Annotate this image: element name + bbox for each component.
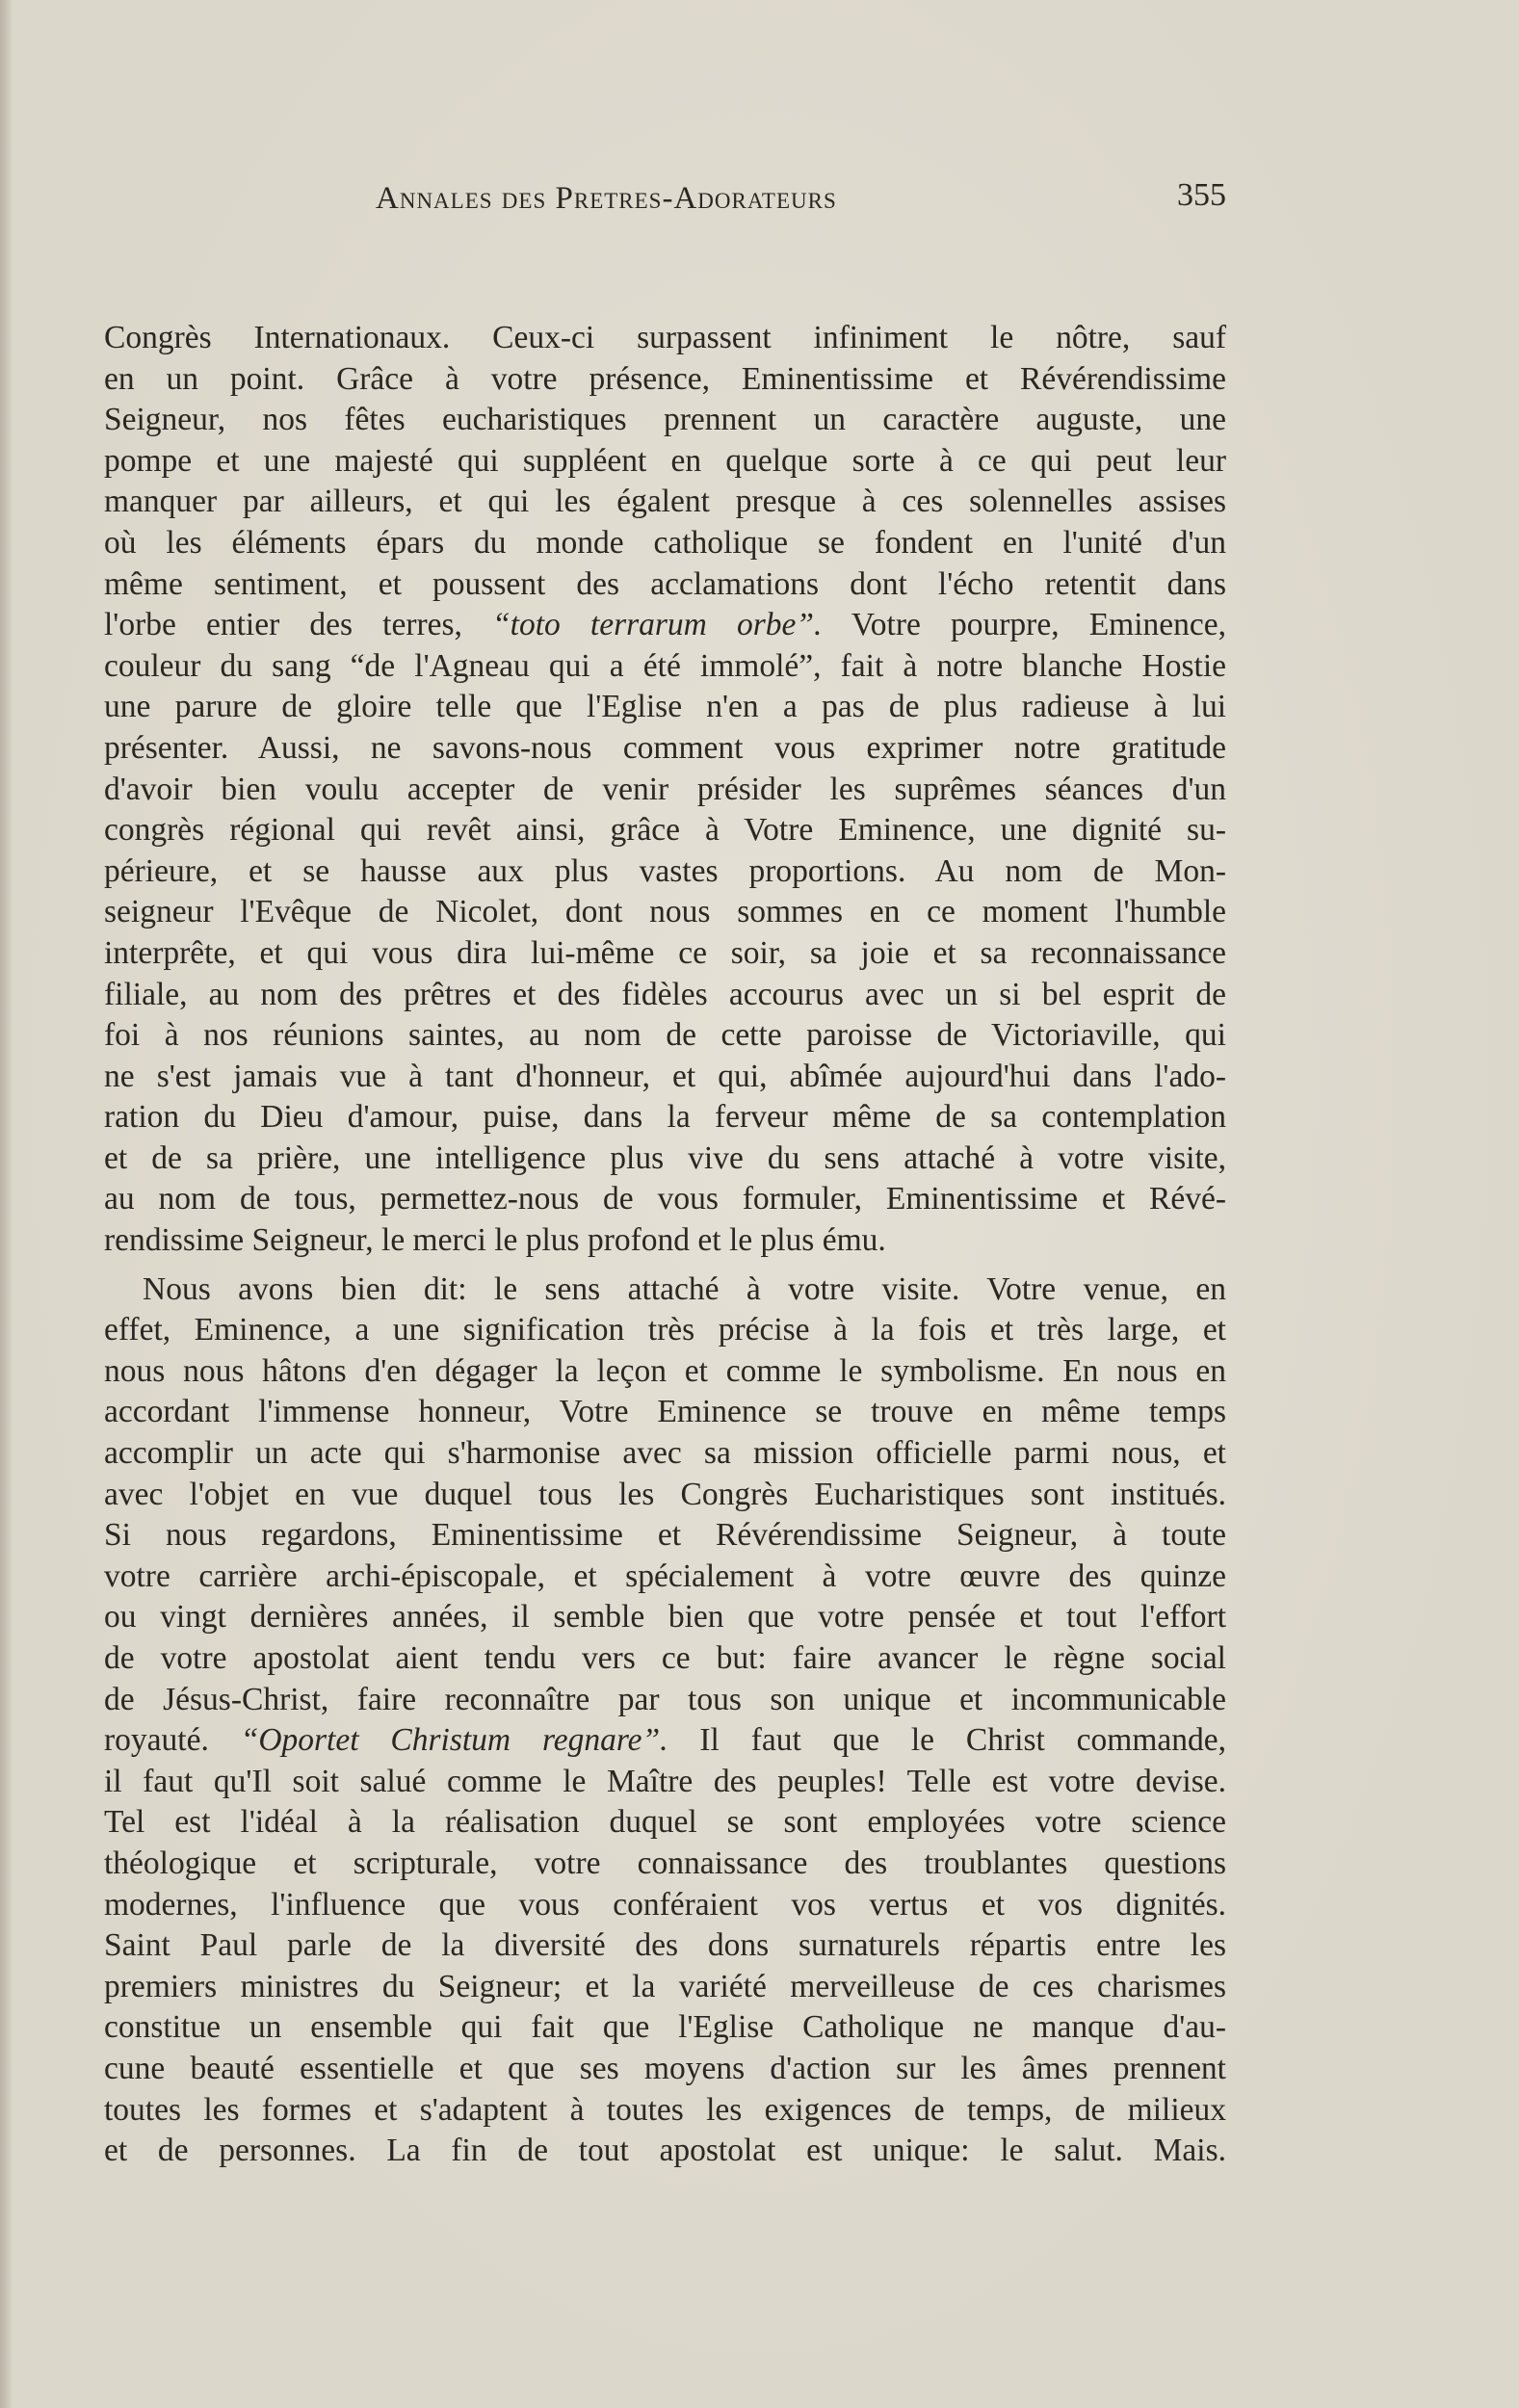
page-binding-edge — [0, 0, 13, 2408]
text-line: Congrès Internationaux. Ceux-ci surpassent infiniment le nôtre, sauf — [104, 320, 1226, 355]
text-line: Nous avons bien dit: le sens attaché à votre visite. Votre venue, en — [143, 1270, 1226, 1307]
text-line: interprête, et qui vous dira lui-même ce soir, sa joie et sa reconnaissance — [104, 934, 1226, 971]
text-line-with-quote — [104, 1720, 1226, 1762]
text-line: ne s'est jamais vue à tant d'honneur, et qui, abîmée aujourd'hui dans l'ado- — [104, 1058, 1226, 1094]
text-line: même sentiment, et poussent des acclamations dont l'écho retentit dans — [104, 565, 1226, 602]
text-segment: royauté. — [104, 1722, 241, 1759]
text-line: pompe et une majesté qui suppléent en quelque sorte à ce qui peut leur — [104, 442, 1226, 479]
text-line: constitue un ensemble qui fait que l'Eglise Catholique ne manque d'au- — [104, 2009, 1226, 2046]
text-line: manquer par ailleurs, et qui les égalent presque à ces solennelles assises — [104, 484, 1226, 520]
text-line: filiale, au nom des prêtres et des fidèles accourus avec un si bel esprit de — [104, 976, 1226, 1012]
text-line: rendissime Seigneur, le merci le plus profond et le plus ému. — [104, 1222, 886, 1259]
text-segment: l'orbe entier des terres, — [104, 607, 493, 643]
text-line: congrès régional qui revêt ainsi, grâce à Votre Eminence, une dignité su- — [104, 812, 1226, 849]
text-line: théologique et scripturale, votre connaissance des troublantes questions — [104, 1845, 1226, 1881]
text-line: Tel est l'idéal à la réalisation duquel se sont employées votre science — [104, 1804, 1226, 1841]
text-line: Si nous regardons, Eminentissime et Révérendissime Seigneur, à toute — [104, 1517, 1226, 1554]
page-number: 355 — [1177, 177, 1226, 213]
text-line: de Jésus-Christ, faire reconnaître par tous son unique et incommunicable — [104, 1681, 1226, 1717]
text-line: une parure de gloire telle que l'Eglise n'en a pas de plus radieuse à lui — [104, 689, 1226, 725]
text-line: et de personnes. La fin de tout apostolat est unique: le salut. Mais. — [104, 2133, 1226, 2169]
text-line: accomplir un acte qui s'harmonise avec sa mission officielle parmi nous, et — [104, 1435, 1226, 1472]
text-line: couleur du sang “de l'Agneau qui a été immolé”, fait à notre blanche Hostie — [104, 647, 1226, 684]
running-head — [104, 177, 1226, 220]
latin-quote: “Oportet Christum regnare”. — [240, 1722, 668, 1759]
text-line: foi à nos réunions saintes, au nom de cette paroisse de Victoriaville, qui — [104, 1017, 1226, 1054]
running-title: Annales des Pretres-Adorateurs — [376, 181, 837, 216]
text-line-with-quote — [104, 605, 1226, 646]
text-segment: Il faut que le Christ commande, — [668, 1722, 1226, 1759]
paragraph-2 — [104, 1269, 1226, 2172]
paragraph-1 — [104, 318, 1226, 1262]
text-line: au nom de tous, permettez-nous de vous formuler, Eminentissime et Révé- — [104, 1181, 1226, 1217]
text-line: votre carrière archi-épiscopale, et spécialement à votre œuvre des quinze — [104, 1557, 1226, 1594]
text-line: effet, Eminence, a une signification très précise à la fois et très large, et — [104, 1312, 1226, 1348]
body-text — [104, 318, 1226, 2172]
text-line: seigneur l'Evêque de Nicolet, dont nous sommes en ce moment l'humble — [104, 894, 1226, 930]
text-line: modernes, l'influence que vous conféraient vos vertus et vos dignités. — [104, 1886, 1226, 1923]
text-line: de votre apostolat aient tendu vers ce but: faire avancer le règne social — [104, 1640, 1226, 1676]
text-line: et de sa prière, une intelligence plus vive du sens attaché à votre visite, — [104, 1139, 1226, 1176]
text-line: en un point. Grâce à votre présence, Eminentissime et Révérendissime — [104, 360, 1226, 397]
text-line: avec l'objet en vue duquel tous les Congrès Eucharistiques sont institués. — [104, 1476, 1226, 1512]
text-line: il faut qu'Il soit salué comme le Maître des peuples! Telle est votre devise. — [104, 1763, 1226, 1799]
text-line: nous nous hâtons d'en dégager la leçon et comme le symbolisme. En nous en — [104, 1352, 1226, 1389]
text-line: ou vingt dernières années, il semble bien que votre pensée et tout l'effort — [104, 1599, 1226, 1636]
text-line: cune beauté essentielle et que ses moyens d'action sur les âmes prennent — [104, 2050, 1226, 2086]
text-line: accordant l'immense honneur, Votre Eminence se trouve en même temps — [104, 1394, 1226, 1430]
text-line: où les éléments épars du monde catholique se fondent en l'unité d'un — [104, 524, 1226, 561]
text-line: ration du Dieu d'amour, puise, dans la ferveur même de sa contemplation — [104, 1099, 1226, 1136]
text-line: d'avoir bien voulu accepter de venir présider les suprêmes séances d'un — [104, 771, 1226, 807]
text-line: toutes les formes et s'adaptent à toutes les exigences de temps, de milieux — [104, 2091, 1226, 2128]
text-segment: Votre pourpre, Eminence, — [822, 607, 1226, 643]
text-line: présenter. Aussi, ne savons-nous comment vous exprimer notre gratitude — [104, 729, 1226, 766]
latin-quote: “toto terrarum orbe”. — [492, 607, 823, 643]
text-line: périeure, et se hausse aux plus vastes proportions. Au nom de Mon- — [104, 852, 1226, 889]
text-line: Saint Paul parle de la diversité des dons surnaturels répartis entre les — [104, 1927, 1226, 1964]
text-line: Seigneur, nos fêtes eucharistiques prennent un caractère auguste, une — [104, 402, 1226, 438]
text-line: premiers ministres du Seigneur; et la variété merveilleuse de ces charismes — [104, 1968, 1226, 2004]
